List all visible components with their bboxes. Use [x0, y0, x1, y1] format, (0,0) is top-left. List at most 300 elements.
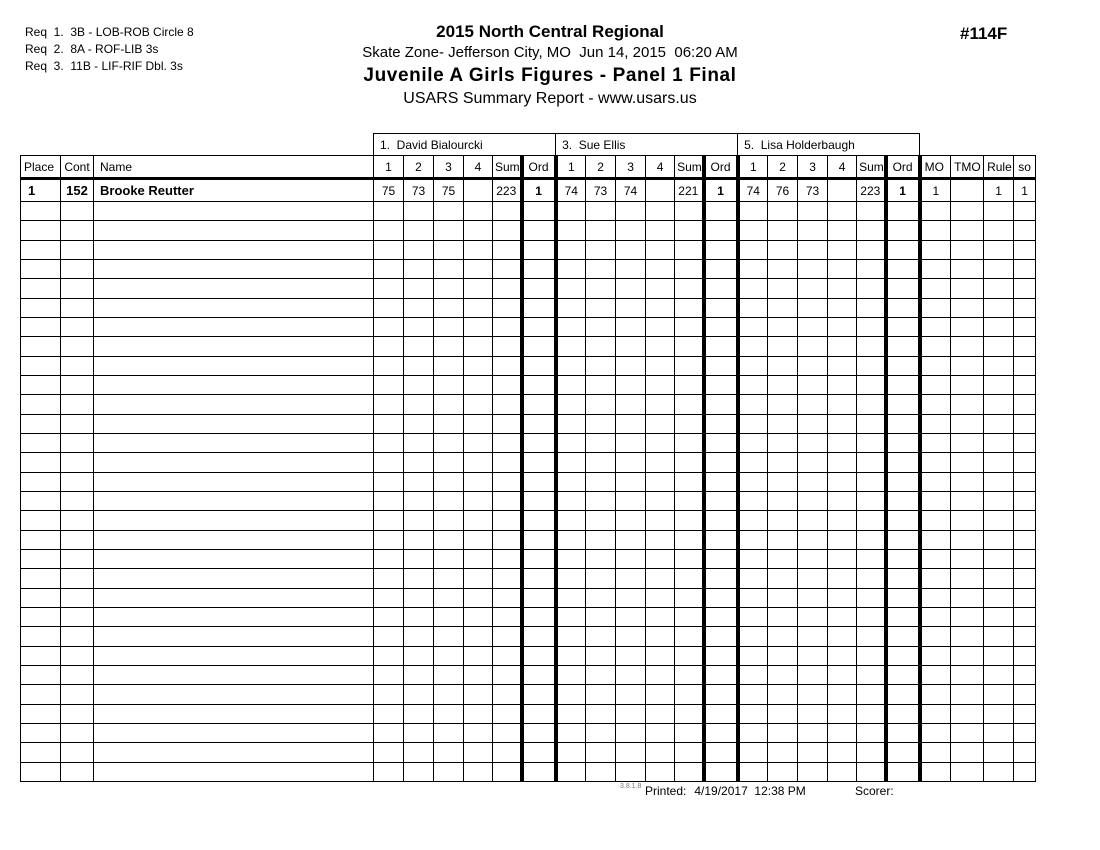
col-header-j1-2: 2: [404, 156, 434, 179]
empty-cell: [493, 375, 522, 394]
empty-cell: [646, 395, 675, 414]
empty-table-row: [21, 549, 1036, 568]
empty-cell: [404, 530, 434, 549]
empty-cell: [704, 491, 738, 510]
empty-cell: [522, 259, 556, 278]
empty-cell: [828, 279, 857, 298]
empty-cell: [675, 588, 704, 607]
empty-cell: [616, 298, 646, 317]
col-header-rule: Rule: [984, 156, 1014, 179]
empty-cell: [94, 433, 374, 452]
empty-cell: [646, 317, 675, 336]
empty-cell: [951, 221, 984, 240]
empty-cell: [616, 491, 646, 510]
empty-cell: [798, 453, 828, 472]
empty-cell: [434, 588, 464, 607]
empty-cell: [404, 240, 434, 259]
empty-cell: [857, 317, 886, 336]
empty-cell: [675, 607, 704, 626]
empty-cell: [556, 298, 586, 317]
empty-cell: [404, 549, 434, 568]
judge-3-name: 5. Lisa Holderbaugh: [738, 134, 920, 156]
empty-cell: [1014, 762, 1036, 781]
empty-cell: [21, 549, 61, 568]
empty-cell: [857, 549, 886, 568]
empty-cell: [374, 762, 404, 781]
empty-cell: [464, 240, 493, 259]
empty-cell: [886, 259, 920, 278]
empty-cell: [493, 356, 522, 375]
empty-cell: [1014, 723, 1036, 742]
col-header-j3-sum: Sum: [857, 156, 886, 179]
empty-cell: [704, 723, 738, 742]
empty-cell: [61, 259, 94, 278]
empty-cell: [21, 202, 61, 221]
col-header-j3-2: 2: [768, 156, 798, 179]
empty-cell: [21, 414, 61, 433]
skater-name-cell: Brooke Reutter: [94, 179, 374, 202]
result-row: [21, 179, 1036, 202]
empty-cell: [374, 588, 404, 607]
empty-table-row: [21, 317, 1036, 336]
col-header-j2-1: 1: [556, 156, 586, 179]
empty-cell: [646, 569, 675, 588]
empty-cell: [61, 569, 94, 588]
empty-cell: [984, 317, 1014, 336]
empty-cell: [886, 530, 920, 549]
empty-cell: [646, 491, 675, 510]
empty-cell: [704, 356, 738, 375]
empty-cell: [920, 221, 951, 240]
col-header-j2-sum: Sum: [675, 156, 704, 179]
empty-cell: [493, 685, 522, 704]
requirement-line-1: Req 1. 3B - LOB-ROB Circle 8: [25, 25, 194, 39]
j3-score-3: 73: [798, 179, 828, 202]
empty-cell: [738, 511, 768, 530]
empty-cell: [404, 685, 434, 704]
col-header-j1-1: 1: [374, 156, 404, 179]
empty-cell: [464, 202, 493, 221]
empty-cell: [738, 607, 768, 626]
empty-cell: [464, 607, 493, 626]
empty-cell: [951, 530, 984, 549]
empty-cell: [464, 627, 493, 646]
empty-cell: [586, 298, 616, 317]
empty-cell: [493, 646, 522, 665]
empty-cell: [616, 337, 646, 356]
empty-cell: [828, 375, 857, 394]
empty-cell: [522, 472, 556, 491]
empty-cell: [556, 356, 586, 375]
empty-cell: [886, 414, 920, 433]
empty-cell: [920, 240, 951, 259]
empty-cell: [920, 356, 951, 375]
empty-cell: [556, 491, 586, 510]
col-header-j2-4: 4: [646, 156, 675, 179]
empty-cell: [857, 646, 886, 665]
empty-cell: [374, 704, 404, 723]
empty-cell: [21, 491, 61, 510]
empty-cell: [768, 627, 798, 646]
empty-cell: [404, 743, 434, 762]
empty-cell: [738, 646, 768, 665]
empty-cell: [464, 723, 493, 742]
empty-cell: [920, 259, 951, 278]
empty-cell: [798, 491, 828, 510]
empty-cell: [984, 279, 1014, 298]
empty-cell: [768, 704, 798, 723]
j1-score-4: [464, 179, 493, 202]
empty-cell: [434, 627, 464, 646]
empty-cell: [586, 414, 616, 433]
empty-cell: [738, 569, 768, 588]
empty-cell: [920, 317, 951, 336]
empty-cell: [857, 743, 886, 762]
empty-cell: [646, 511, 675, 530]
empty-cell: [464, 356, 493, 375]
empty-cell: [738, 414, 768, 433]
empty-cell: [857, 491, 886, 510]
empty-cell: [646, 665, 675, 684]
empty-cell: [616, 627, 646, 646]
empty-cell: [857, 202, 886, 221]
empty-cell: [738, 298, 768, 317]
empty-cell: [434, 356, 464, 375]
empty-cell: [675, 569, 704, 588]
empty-cell: [886, 627, 920, 646]
empty-cell: [886, 279, 920, 298]
empty-cell: [646, 723, 675, 742]
empty-cell: [646, 221, 675, 240]
empty-cell: [675, 202, 704, 221]
empty-cell: [704, 588, 738, 607]
empty-cell: [374, 549, 404, 568]
empty-cell: [586, 491, 616, 510]
empty-cell: [984, 549, 1014, 568]
empty-cell: [21, 588, 61, 607]
judge-row-left-spacer: [21, 134, 374, 156]
empty-cell: [493, 627, 522, 646]
empty-cell: [704, 627, 738, 646]
empty-cell: [768, 414, 798, 433]
empty-cell: [951, 375, 984, 394]
empty-cell: [94, 723, 374, 742]
empty-cell: [857, 356, 886, 375]
empty-cell: [556, 259, 586, 278]
empty-cell: [61, 298, 94, 317]
empty-cell: [798, 414, 828, 433]
empty-cell: [857, 298, 886, 317]
empty-cell: [586, 395, 616, 414]
empty-cell: [1014, 337, 1036, 356]
empty-cell: [798, 569, 828, 588]
results-table: [20, 133, 1036, 782]
place-cell: 1: [21, 179, 61, 202]
empty-cell: [404, 221, 434, 240]
empty-cell: [404, 337, 434, 356]
empty-cell: [920, 569, 951, 588]
empty-cell: [704, 240, 738, 259]
empty-cell: [920, 607, 951, 626]
empty-cell: [556, 202, 586, 221]
empty-cell: [374, 433, 404, 452]
empty-cell: [586, 607, 616, 626]
empty-cell: [374, 375, 404, 394]
empty-cell: [522, 549, 556, 568]
empty-cell: [404, 375, 434, 394]
empty-cell: [94, 395, 374, 414]
empty-cell: [828, 395, 857, 414]
empty-table-row: [21, 240, 1036, 259]
empty-cell: [522, 607, 556, 626]
empty-cell: [798, 375, 828, 394]
empty-cell: [857, 395, 886, 414]
empty-table-row: [21, 414, 1036, 433]
empty-cell: [738, 259, 768, 278]
empty-cell: [798, 433, 828, 452]
empty-cell: [738, 685, 768, 704]
empty-cell: [768, 298, 798, 317]
empty-cell: [61, 607, 94, 626]
empty-cell: [21, 279, 61, 298]
empty-cell: [61, 221, 94, 240]
empty-cell: [616, 375, 646, 394]
empty-cell: [738, 704, 768, 723]
competition-title: 2015 North Central Regional: [436, 22, 664, 41]
col-header-name: Name: [94, 156, 374, 179]
empty-cell: [704, 202, 738, 221]
j2-score-1: 74: [556, 179, 586, 202]
empty-cell: [556, 472, 586, 491]
empty-cell: [704, 375, 738, 394]
empty-cell: [522, 743, 556, 762]
empty-cell: [857, 588, 886, 607]
empty-cell: [374, 453, 404, 472]
col-header-mo: MO: [920, 156, 951, 179]
empty-cell: [828, 530, 857, 549]
empty-cell: [768, 375, 798, 394]
j3-score-1: 74: [738, 179, 768, 202]
empty-cell: [586, 317, 616, 336]
empty-cell: [374, 395, 404, 414]
empty-cell: [404, 762, 434, 781]
judge-header-row: [21, 134, 1036, 156]
empty-cell: [556, 627, 586, 646]
empty-cell: [984, 472, 1014, 491]
empty-cell: [951, 743, 984, 762]
printed-label: Printed:: [645, 784, 687, 798]
empty-cell: [798, 627, 828, 646]
empty-cell: [434, 414, 464, 433]
empty-cell: [857, 337, 886, 356]
col-header-j2-2: 2: [586, 156, 616, 179]
empty-cell: [857, 453, 886, 472]
empty-cell: [374, 685, 404, 704]
empty-cell: [556, 511, 586, 530]
empty-cell: [828, 472, 857, 491]
empty-cell: [94, 279, 374, 298]
empty-cell: [556, 279, 586, 298]
empty-cell: [493, 240, 522, 259]
empty-cell: [464, 317, 493, 336]
empty-cell: [404, 569, 434, 588]
empty-cell: [493, 202, 522, 221]
empty-cell: [522, 414, 556, 433]
empty-cell: [675, 221, 704, 240]
empty-cell: [951, 298, 984, 317]
empty-table-row: [21, 259, 1036, 278]
empty-cell: [951, 549, 984, 568]
empty-table-row: [21, 433, 1036, 452]
empty-cell: [886, 607, 920, 626]
empty-cell: [768, 491, 798, 510]
empty-cell: [951, 569, 984, 588]
empty-cell: [886, 549, 920, 568]
empty-cell: [21, 298, 61, 317]
empty-cell: [1014, 743, 1036, 762]
empty-cell: [493, 588, 522, 607]
empty-cell: [61, 549, 94, 568]
empty-cell: [404, 588, 434, 607]
empty-cell: [886, 202, 920, 221]
empty-cell: [493, 530, 522, 549]
empty-cell: [404, 433, 434, 452]
empty-cell: [616, 646, 646, 665]
empty-cell: [404, 395, 434, 414]
empty-cell: [616, 762, 646, 781]
empty-cell: [404, 298, 434, 317]
j1-sum: 223: [493, 179, 522, 202]
rule-cell: 1: [984, 179, 1014, 202]
empty-cell: [374, 279, 404, 298]
empty-cell: [404, 511, 434, 530]
empty-cell: [374, 569, 404, 588]
empty-cell: [828, 549, 857, 568]
empty-cell: [951, 511, 984, 530]
empty-cell: [434, 240, 464, 259]
empty-cell: [857, 685, 886, 704]
empty-cell: [464, 665, 493, 684]
empty-cell: [857, 511, 886, 530]
col-header-j1-4: 4: [464, 156, 493, 179]
empty-cell: [493, 723, 522, 742]
empty-cell: [464, 511, 493, 530]
empty-cell: [434, 259, 464, 278]
empty-cell: [738, 395, 768, 414]
empty-cell: [94, 240, 374, 259]
empty-cell: [464, 588, 493, 607]
empty-cell: [920, 279, 951, 298]
empty-cell: [556, 685, 586, 704]
empty-cell: [646, 472, 675, 491]
empty-cell: [586, 279, 616, 298]
empty-cell: [798, 511, 828, 530]
empty-cell: [704, 762, 738, 781]
j2-ord: 1: [704, 179, 738, 202]
empty-cell: [675, 665, 704, 684]
empty-cell: [94, 762, 374, 781]
empty-cell: [646, 743, 675, 762]
empty-table-row: [21, 646, 1036, 665]
j1-score-2: 73: [404, 179, 434, 202]
empty-cell: [21, 743, 61, 762]
empty-cell: [675, 723, 704, 742]
empty-cell: [984, 221, 1014, 240]
requirement-line-3: Req 3. 11B - LIF-RIF Dbl. 3s: [25, 59, 183, 73]
empty-cell: [886, 646, 920, 665]
empty-cell: [556, 665, 586, 684]
empty-cell: [704, 704, 738, 723]
empty-cell: [464, 569, 493, 588]
empty-cell: [616, 395, 646, 414]
empty-cell: [586, 356, 616, 375]
empty-cell: [464, 375, 493, 394]
version-stamp: 3.8.1.8: [620, 783, 642, 790]
empty-cell: [464, 221, 493, 240]
empty-cell: [828, 337, 857, 356]
empty-table-row: [21, 685, 1036, 704]
empty-cell: [616, 569, 646, 588]
empty-cell: [951, 762, 984, 781]
empty-cell: [374, 665, 404, 684]
empty-cell: [798, 317, 828, 336]
empty-cell: [646, 298, 675, 317]
empty-cell: [464, 491, 493, 510]
empty-cell: [404, 607, 434, 626]
col-header-j3-ord: Ord: [886, 156, 920, 179]
empty-cell: [556, 704, 586, 723]
empty-cell: [675, 337, 704, 356]
empty-cell: [738, 588, 768, 607]
empty-cell: [1014, 472, 1036, 491]
empty-cell: [704, 337, 738, 356]
empty-cell: [828, 202, 857, 221]
empty-cell: [493, 453, 522, 472]
empty-cell: [857, 723, 886, 742]
empty-cell: [798, 240, 828, 259]
col-header-j1-sum: Sum: [493, 156, 522, 179]
empty-cell: [738, 453, 768, 472]
empty-cell: [675, 762, 704, 781]
empty-cell: [1014, 627, 1036, 646]
empty-cell: [675, 530, 704, 549]
empty-cell: [94, 549, 374, 568]
empty-cell: [94, 356, 374, 375]
j2-score-3: 74: [616, 179, 646, 202]
empty-cell: [586, 743, 616, 762]
empty-cell: [374, 202, 404, 221]
empty-cell: [857, 221, 886, 240]
empty-cell: [21, 337, 61, 356]
empty-cell: [920, 646, 951, 665]
empty-cell: [886, 588, 920, 607]
empty-cell: [616, 356, 646, 375]
empty-cell: [984, 298, 1014, 317]
empty-cell: [493, 317, 522, 336]
empty-cell: [768, 723, 798, 742]
empty-cell: [522, 279, 556, 298]
empty-cell: [374, 472, 404, 491]
j2-sum: 221: [675, 179, 704, 202]
empty-cell: [646, 530, 675, 549]
empty-cell: [61, 317, 94, 336]
empty-cell: [675, 240, 704, 259]
empty-cell: [857, 704, 886, 723]
empty-cell: [61, 375, 94, 394]
empty-cell: [798, 395, 828, 414]
empty-cell: [404, 356, 434, 375]
empty-cell: [61, 433, 94, 452]
